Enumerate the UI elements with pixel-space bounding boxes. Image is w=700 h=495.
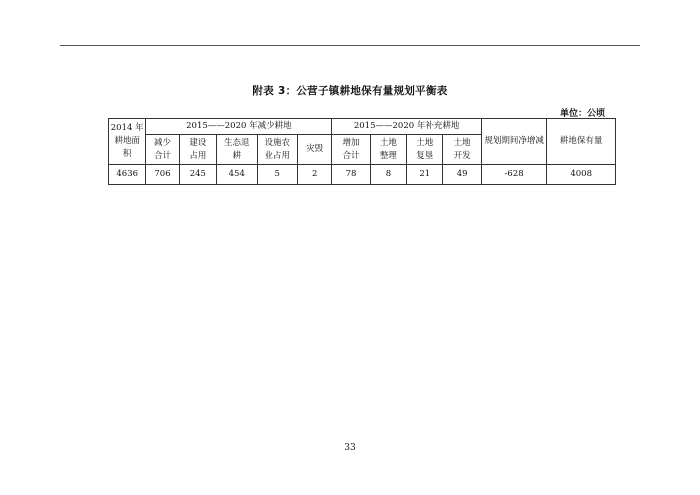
cell-land-reclamation: 21 bbox=[407, 165, 443, 185]
header-retained: 耕地保有量 bbox=[547, 119, 616, 165]
header-construction-use: 建设 占用 bbox=[179, 135, 216, 165]
header-ecological-return: 生态退 耕 bbox=[217, 135, 258, 165]
cell-net-change: -628 bbox=[481, 165, 546, 185]
header-facility-agriculture: 设施农 业占用 bbox=[257, 135, 298, 165]
header-decrease-group: 2015——2020 年减少耕地 bbox=[146, 119, 332, 135]
header-increase-group: 2015——2020 年补充耕地 bbox=[332, 119, 482, 135]
cell-construction-use: 245 bbox=[179, 165, 216, 185]
header-net-change: 规划期间净增减 bbox=[481, 119, 546, 165]
unit-label: 单位：公顷 bbox=[559, 109, 605, 119]
header-land-consolidation: 土地 整理 bbox=[370, 135, 406, 165]
cell-land-development: 49 bbox=[443, 165, 481, 185]
cell-retained: 4008 bbox=[547, 165, 616, 185]
cell-increase-total: 78 bbox=[332, 165, 370, 185]
header-base-area: 2014 年 耕地面 积 bbox=[109, 119, 146, 165]
header-rule bbox=[60, 45, 640, 46]
cell-facility-agriculture: 5 bbox=[257, 165, 298, 185]
land-balance-table bbox=[108, 118, 616, 185]
header-disaster-damage: 灾毁 bbox=[298, 135, 332, 165]
cell-ecological-return: 454 bbox=[217, 165, 258, 185]
cell-land-consolidation: 8 bbox=[370, 165, 406, 185]
header-land-development: 土地 开发 bbox=[443, 135, 481, 165]
page-number: 33 bbox=[344, 443, 356, 453]
header-land-reclamation: 土地 复垦 bbox=[407, 135, 443, 165]
header-increase-total: 增加 合计 bbox=[332, 135, 370, 165]
cell-disaster-damage: 2 bbox=[298, 165, 332, 185]
header-decrease-total: 减少 合计 bbox=[146, 135, 179, 165]
table-title: 附表 3：公营子镇耕地保有量规划平衡表 bbox=[252, 85, 448, 97]
cell-base-area: 4636 bbox=[109, 165, 146, 185]
table-row bbox=[109, 165, 616, 185]
cell-decrease-total: 706 bbox=[146, 165, 179, 185]
